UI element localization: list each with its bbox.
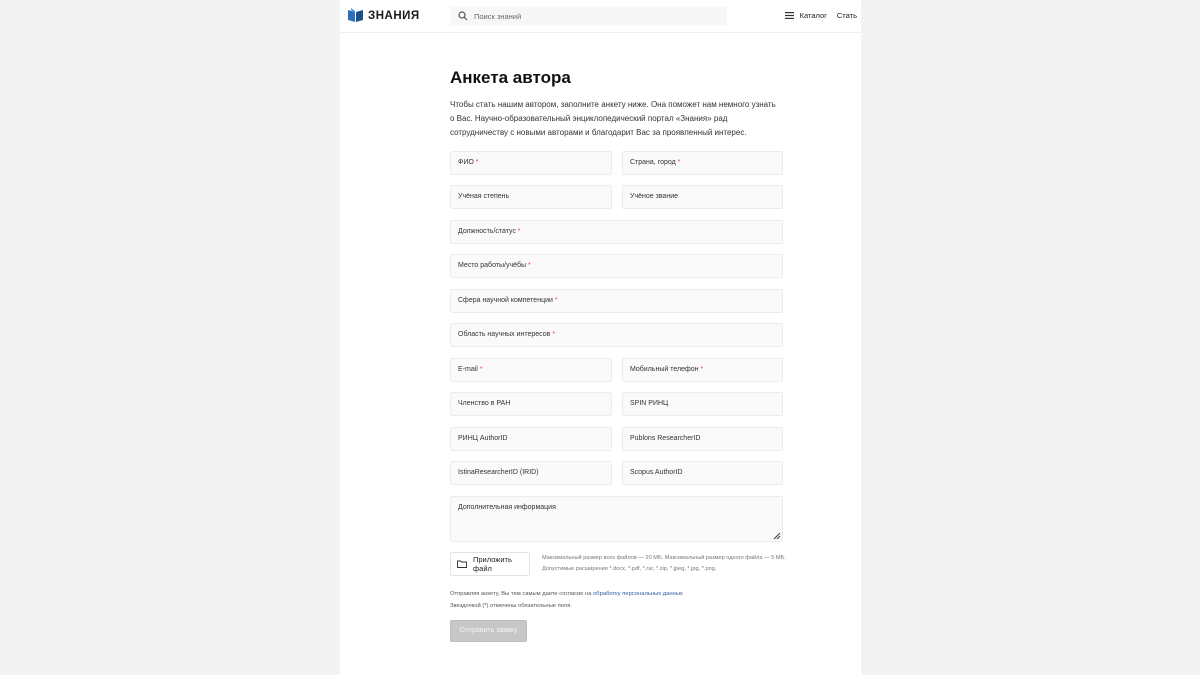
phone-label: Мобильный телефон	[630, 366, 699, 373]
required-mark: *	[517, 228, 521, 235]
file-size-hint: Максимальный размер всех файлов — 20 МБ. Максимальный размер одного файла — 5 МБ.	[542, 555, 786, 561]
required-mark: *	[700, 366, 704, 373]
competence-field[interactable]	[450, 289, 783, 313]
competence-label: Сфера научной компетенции	[458, 297, 553, 304]
position-label: Должность/статус	[458, 228, 516, 235]
interests-field[interactable]	[450, 323, 783, 347]
search-bar[interactable]	[450, 7, 727, 25]
spin-rinc-field[interactable]	[622, 392, 783, 416]
email-label: E-mail	[458, 366, 478, 373]
search-input[interactable]	[474, 12, 714, 21]
catalog-link[interactable]: Каталог	[799, 11, 827, 20]
additional-info-label: Дополнительная информация	[458, 504, 556, 511]
search-icon	[458, 11, 468, 21]
intro-text: Чтобы стать нашим автором, заполните анкету ниже. Она поможет нам немного узнать о Вас. Научно-образовательный энциклопедический портал «Знания» рад сотрудничеству с новыми авторами и благодарит Вас за проявленный интерес.	[450, 100, 776, 137]
workplace-label: Место работы/учёбы	[458, 262, 527, 269]
spin-rinc-label: SPIN РИНЦ	[630, 400, 669, 407]
phone-field[interactable]	[622, 358, 783, 382]
email-field[interactable]	[450, 358, 612, 382]
rank-label: Учёное звание	[630, 193, 678, 200]
ran-membership-label: Членство в РАН	[458, 400, 511, 407]
top-bar	[340, 0, 861, 33]
menu-icon[interactable]	[785, 12, 794, 19]
interests-label: Область научных интересов	[458, 331, 551, 338]
required-mark: *	[677, 159, 681, 166]
folder-icon	[457, 560, 467, 568]
required-mark: *	[552, 331, 556, 338]
required-mark: *	[479, 366, 483, 373]
consent-text: Отправляя анкету, Вы тем самым даете согласие на	[450, 591, 592, 597]
rinc-authorid-field[interactable]	[450, 427, 612, 451]
attach-file-label: Приложить файл	[473, 555, 512, 573]
scopus-field[interactable]	[622, 461, 783, 485]
become-author-link[interactable]: Стать	[836, 11, 857, 20]
publons-label: Publons ResearcherID	[630, 435, 701, 442]
ran-membership-field[interactable]	[450, 392, 612, 416]
required-mark: *	[528, 262, 531, 269]
additional-info-textarea[interactable]	[450, 496, 783, 542]
position-field[interactable]	[450, 220, 783, 244]
required-note: Звездочкой (*) отмечены обязательные поля.	[450, 603, 572, 609]
degree-field[interactable]	[450, 185, 612, 209]
rank-field[interactable]	[622, 185, 783, 209]
page	[340, 0, 861, 675]
scopus-label: Scopus AuthorID	[630, 469, 683, 476]
file-extensions-hint: Допустимые расширения *.docx, *.pdf, *.rar, *.zip, *.jpeg, *.jpg, *.png.	[542, 566, 717, 572]
file-hint	[542, 553, 792, 575]
istina-field[interactable]	[450, 461, 612, 485]
fio-label: ФИО	[458, 159, 474, 166]
nav-right	[785, 11, 857, 20]
resize-handle-icon[interactable]	[773, 532, 781, 540]
book-logo-icon	[347, 8, 364, 23]
required-mark: *	[554, 297, 558, 304]
fio-field[interactable]	[450, 151, 612, 175]
publons-field[interactable]	[622, 427, 783, 451]
country-city-label: Страна, город	[630, 159, 676, 166]
attach-file-button[interactable]	[450, 552, 530, 576]
rinc-authorid-label: РИНЦ AuthorID	[458, 435, 508, 442]
degree-label: Учёная степень	[458, 193, 510, 200]
personal-data-link[interactable]: обработку персональных данных	[593, 591, 683, 597]
workplace-field[interactable]	[450, 254, 783, 278]
consent-block	[450, 588, 750, 612]
logo[interactable]	[347, 8, 420, 23]
submit-button[interactable]: Отправить заявку	[450, 620, 527, 642]
form-header	[450, 66, 784, 140]
istina-label: IstinaResearcherID (IRID)	[458, 469, 539, 476]
country-city-field[interactable]	[622, 151, 783, 175]
logo-text: ЗНАНИЯ	[368, 9, 420, 22]
page-title: Анкета автора	[450, 68, 571, 87]
required-mark: *	[475, 159, 479, 166]
